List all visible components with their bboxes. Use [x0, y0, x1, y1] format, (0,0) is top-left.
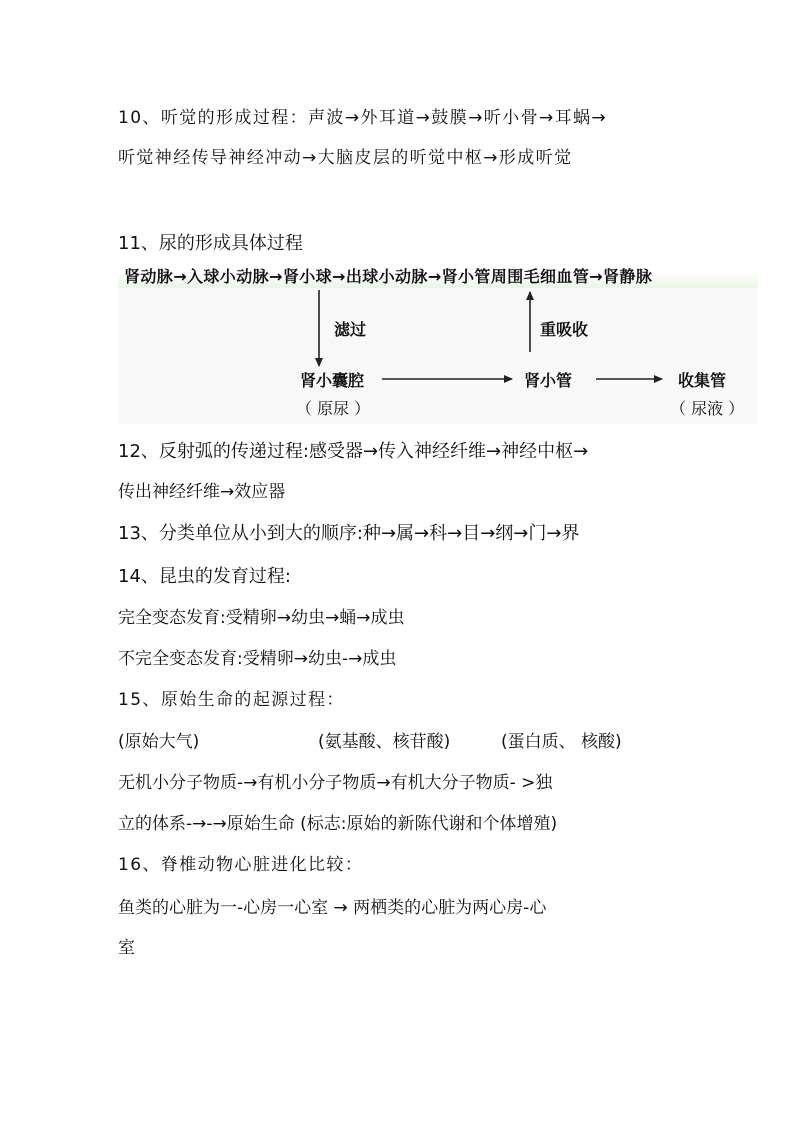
- section-15-line-4: 立的体系-→-→原始生命 (标志:原始的新陈代谢和个体增殖): [118, 814, 558, 834]
- incomplete-metamorphosis: 不完全变态发育:受精卵→幼虫-→成虫: [118, 649, 397, 669]
- section-12-line-2: 传出神经纤维→效应器: [118, 482, 286, 502]
- section-13-line: 13、分类单位从小到大的顺序:种→属→科→目→纲→门→界: [118, 523, 580, 544]
- primitive-atmosphere: (原始大气): [118, 732, 200, 752]
- filtration-label: 滤过: [334, 320, 367, 339]
- section-12-line-1: 12、反射弧的传递过程:感受器→传入神经纤维→神经中枢→: [118, 441, 589, 462]
- section-15-line-3: 无机小分子物质-→有机小分子物质→有机大分子物质- >独: [118, 773, 553, 793]
- section-10-line-1: 10、听觉的形成过程：声波→外耳道→鼓膜→听小骨→耳蜗→: [118, 108, 608, 128]
- blood-flow-chain: 肾动脉→入球小动脉→肾小球→出球小动脉→肾小管周围毛细血管→肾静脉: [124, 267, 653, 286]
- amino-nucleotide: (氨基酸、核苷酸): [318, 732, 451, 752]
- section-16-line-1: 鱼类的心脏为一-心房一心室 → 两栖类的心脏为两心房-心: [118, 898, 547, 918]
- protein-nucleic-acid: (蛋白质、 核酸): [501, 732, 622, 752]
- diagram-arrows: [118, 262, 758, 424]
- section-15-title: 15、原始生命的起源过程：: [118, 690, 345, 710]
- collecting-note: （ 尿液 ）: [670, 399, 745, 418]
- section-11-title: 11、尿的形成具体过程: [118, 233, 303, 254]
- collecting-duct: 收集管: [678, 371, 727, 390]
- complete-metamorphosis: 完全变态发育:受精卵→幼虫→蛹→成虫: [118, 608, 405, 628]
- section-16-line-2: 室: [118, 938, 135, 958]
- section-10-line-2: 听觉神经传导神经冲动→大脑皮层的听觉中枢→形成听觉: [118, 148, 573, 168]
- reabsorption-label: 重吸收: [540, 320, 589, 339]
- urine-formation-diagram: [118, 262, 758, 424]
- section-14-title: 14、昆虫的发育过程:: [118, 566, 291, 587]
- section-16-title: 16、脊椎动物心脏进化比较：: [118, 855, 364, 875]
- renal-tubule: 肾小管: [524, 371, 573, 390]
- capsule-note: （ 原尿 ）: [296, 399, 371, 418]
- renal-capsule-cavity: 肾小囊腔: [300, 371, 365, 390]
